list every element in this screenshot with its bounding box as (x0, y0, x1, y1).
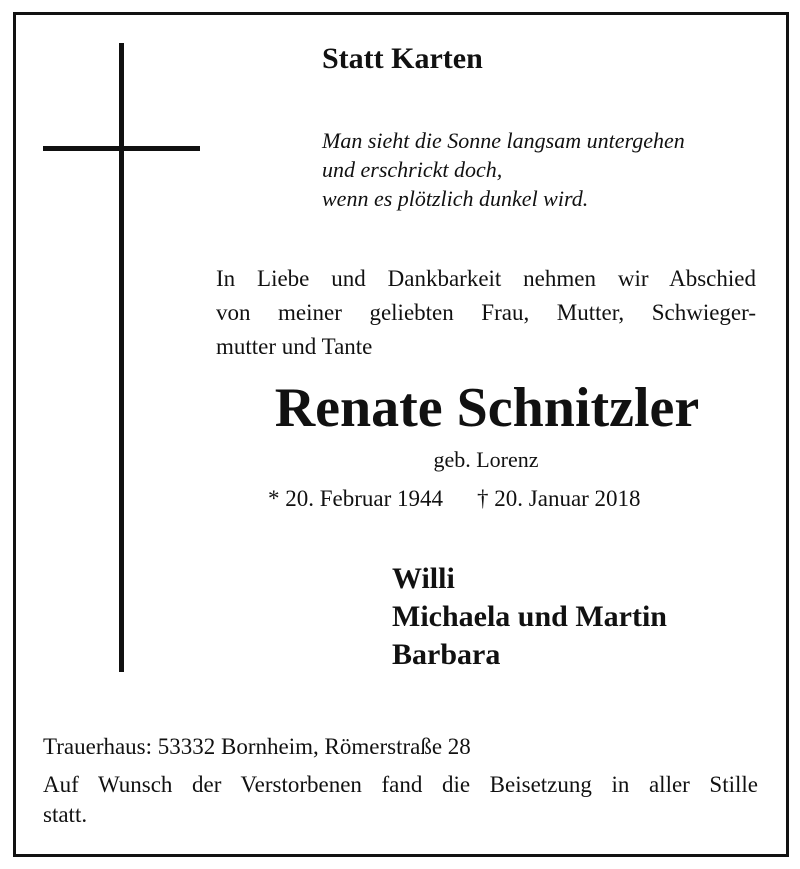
poem-quote (322, 126, 685, 213)
intro-line: mutter und Tante (216, 334, 373, 359)
notice-heading: Statt Karten (322, 42, 483, 75)
mourner-name: Barbara (392, 638, 501, 671)
burial-note-line: statt. (43, 802, 88, 827)
poem-line: und erschrickt doch, (322, 157, 503, 182)
maiden-name: geb. Lorenz (433, 447, 539, 472)
mourning-house-address: Trauerhaus: 53332 Bornheim, Römerstraße 28 (43, 734, 471, 759)
life-dates (268, 484, 641, 514)
birth-date: * 20. Februar 1944 (268, 486, 444, 511)
mourners-list (392, 560, 667, 674)
poem-line: Man sieht die Sonne langsam untergehen (322, 128, 685, 153)
intro-text (216, 262, 756, 364)
poem-line: wenn es plötzlich dunkel wird. (322, 186, 589, 211)
intro-line: In Liebe und Dankbarkeit nehmen wir Abschied (216, 266, 756, 291)
burial-note-line: Auf Wunsch der Verstorbenen fand die Beisetzung in aller Stille (43, 772, 758, 797)
cross-icon-horizontal-bar (43, 146, 200, 151)
deceased-name: Renate Schnitzler (274, 377, 700, 439)
mourner-name: Willi (392, 562, 455, 595)
mourner-name: Michaela und Martin (392, 600, 667, 633)
cross-icon-vertical-bar (119, 43, 124, 672)
burial-note (43, 770, 758, 830)
intro-line: von meiner geliebten Frau, Mutter, Schwieger- (216, 300, 756, 325)
death-date: † 20. Januar 2018 (477, 486, 641, 511)
